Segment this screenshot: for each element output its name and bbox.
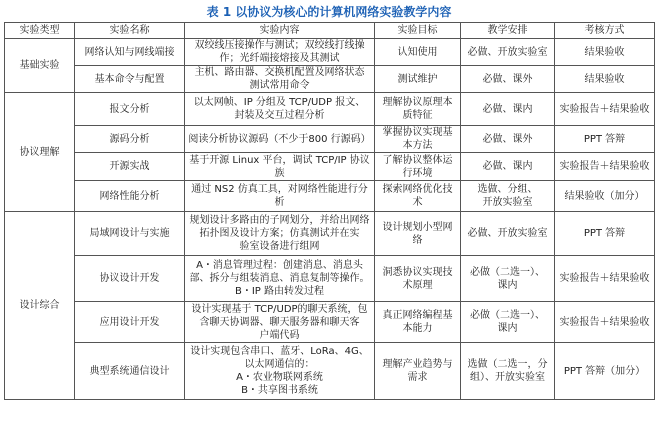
cell-line: 含聊天协调器、聊天服务器和聊天客 xyxy=(199,316,360,328)
cell-line: 术 xyxy=(412,197,423,208)
cell-line: PPT 答辩 xyxy=(583,133,626,145)
cell-line: 阅读分析协议源码（不少于800 行源码） xyxy=(188,133,371,145)
table-row xyxy=(5,302,655,343)
cell-line: PPT 答辩（加分） xyxy=(563,365,646,377)
cell-line: 封装及交互过程分析 xyxy=(234,110,325,121)
cell-line: 结果验收 xyxy=(584,73,625,85)
cell-name: 局域网设计与实施 xyxy=(75,212,185,256)
cell-goal xyxy=(375,153,461,181)
cell-name: 基本命令与配置 xyxy=(75,66,185,93)
cell-line: 必做、开放实验室 xyxy=(467,46,548,58)
cell-arrange xyxy=(461,153,555,181)
cell-line: A・消息管理过程：创建消息、消息头 xyxy=(196,260,363,271)
cell-name: 协议设计开发 xyxy=(75,256,185,302)
cell-content xyxy=(185,126,375,153)
cell-arrange xyxy=(461,212,555,256)
header-name: 实验名称 xyxy=(75,23,185,39)
cell-arrange xyxy=(461,93,555,126)
cell-line: 本方法 xyxy=(402,140,433,151)
cell-goal xyxy=(375,181,461,212)
cell-line: 设计实现包含串口、蓝牙、LoRa、4G、 xyxy=(190,346,369,357)
cell-arrange xyxy=(461,256,555,302)
cell-goal xyxy=(375,39,461,66)
cell-line: 双绞线压接操作与测试；双绞线打线操 xyxy=(194,40,365,51)
cell-content xyxy=(185,181,375,212)
cell-assess xyxy=(555,66,655,93)
cell-line: PPT 答辩 xyxy=(583,228,626,239)
cell-line: 掌握协议实现基 xyxy=(382,127,453,138)
cell-line: 选做（二选一，分 xyxy=(467,359,548,370)
cell-line: 必做（二选一）、 xyxy=(470,266,545,278)
table-row xyxy=(5,153,655,181)
cell-line: 必做、课内 xyxy=(482,103,533,115)
cell-line: 洞悉协议实现技 xyxy=(382,266,453,278)
cell-line: 实验报告＋结果验收 xyxy=(559,103,650,115)
cell-line: 需求 xyxy=(407,372,428,383)
cell-type: 设计综合 xyxy=(5,212,75,400)
cell-assess xyxy=(555,256,655,302)
cell-line: 基于开源 Linux 平台，调试 TCP/IP 协议 xyxy=(189,154,370,166)
cell-line: 拓扑图及设计方案；仿真测试并在实 xyxy=(199,228,360,239)
cell-line: 组）、开放实验室 xyxy=(470,372,545,383)
cell-line: 规划设计多路由的子网划分，并给出网络 xyxy=(189,215,370,226)
cell-type: 协议理解 xyxy=(5,93,75,212)
table-row xyxy=(5,66,655,93)
cell-name: 报文分析 xyxy=(75,93,185,126)
cell-line: 通过 NS2 仿真工具，对网络性能进行分 xyxy=(191,184,368,195)
cell-arrange xyxy=(461,302,555,343)
cell-arrange xyxy=(461,343,555,400)
cell-line: 必做、课外 xyxy=(482,73,533,85)
cell-line: 结果验收 xyxy=(584,46,625,58)
cell-line: B・共享图书系统 xyxy=(241,385,318,396)
cell-assess xyxy=(555,343,655,400)
cell-line: 必做（二选一）、 xyxy=(470,310,545,321)
header-type: 实验类型 xyxy=(5,23,75,39)
cell-assess xyxy=(555,212,655,256)
table-row xyxy=(5,93,655,126)
cell-line: A・农业物联网系统 xyxy=(236,372,323,383)
cell-line: B・IP 路由转发过程 xyxy=(234,286,325,297)
cell-assess xyxy=(555,153,655,181)
cell-type: 基础实验 xyxy=(5,39,75,93)
cell-line: 设计实现基于 TCP/UDP的聊天系统，包 xyxy=(191,303,368,315)
cell-line: 选做、分组、 xyxy=(477,184,538,195)
table-row xyxy=(5,256,655,302)
cell-content xyxy=(185,256,375,302)
cell-content xyxy=(185,153,375,181)
cell-line: 测试维护 xyxy=(397,73,438,85)
cell-goal xyxy=(375,256,461,302)
cell-line: 以太网通信的： xyxy=(244,359,315,370)
cell-line: 必做、课内 xyxy=(482,161,533,172)
table-row xyxy=(5,212,655,256)
cell-assess xyxy=(555,126,655,153)
cell-line: 质特征 xyxy=(402,110,433,121)
cell-line: 开放实验室 xyxy=(482,197,533,208)
cell-line: 户端代码 xyxy=(259,329,300,341)
cell-line: 行环境 xyxy=(402,167,433,179)
cell-line: 族 xyxy=(274,167,285,179)
cell-name: 典型系统通信设计 xyxy=(75,343,185,400)
cell-name: 应用设计开发 xyxy=(75,302,185,343)
cell-name: 开源实战 xyxy=(75,153,185,181)
header-row xyxy=(5,23,655,39)
cell-content xyxy=(185,66,375,93)
cell-name: 网络认知与网线端接 xyxy=(75,39,185,66)
cell-line: 测试常用命令 xyxy=(249,80,310,91)
cell-arrange xyxy=(461,126,555,153)
experiment-table xyxy=(4,22,655,400)
cell-arrange xyxy=(461,39,555,66)
cell-line: 验室设备进行组网 xyxy=(239,241,320,252)
cell-line: 必做、课外 xyxy=(482,133,533,145)
cell-line: 析 xyxy=(274,197,285,208)
cell-goal xyxy=(375,126,461,153)
cell-line: 以太网帧、IP 分组及 TCP/UDP 报文、 xyxy=(193,97,366,108)
cell-line: 了解协议整体运 xyxy=(382,154,453,166)
cell-name: 源码分析 xyxy=(75,126,185,153)
cell-assess xyxy=(555,181,655,212)
cell-line: 必做、开放实验室 xyxy=(467,228,548,239)
cell-goal xyxy=(375,93,461,126)
header-goal: 实验目标 xyxy=(375,23,461,39)
cell-goal xyxy=(375,66,461,93)
cell-line: 课内 xyxy=(497,279,518,291)
cell-content xyxy=(185,302,375,343)
cell-line: 认知使用 xyxy=(397,46,438,58)
header-content: 实验内容 xyxy=(185,23,375,39)
cell-content xyxy=(185,39,375,66)
cell-assess xyxy=(555,93,655,126)
cell-arrange xyxy=(461,66,555,93)
cell-line: 本能力 xyxy=(402,323,433,334)
cell-line: 术原理 xyxy=(402,279,433,291)
cell-content xyxy=(185,93,375,126)
header-arrange: 教学安排 xyxy=(461,23,555,39)
cell-line: 理解协议原理本 xyxy=(382,97,453,108)
cell-assess xyxy=(555,302,655,343)
table-row xyxy=(5,39,655,66)
cell-name: 网络性能分析 xyxy=(75,181,185,212)
cell-goal xyxy=(375,343,461,400)
cell-line: 结果验收（加分） xyxy=(564,190,645,202)
table-body xyxy=(5,39,655,400)
cell-goal xyxy=(375,212,461,256)
table-title: 表 1 以协议为核心的计算机网络实验教学内容 xyxy=(206,5,452,19)
cell-goal xyxy=(375,302,461,343)
cell-line: 实验报告＋结果验收 xyxy=(559,273,650,284)
cell-line: 实验报告＋结果验收 xyxy=(559,161,650,172)
cell-line: 真正网络编程基 xyxy=(382,310,453,321)
table-row xyxy=(5,126,655,153)
cell-line: 络 xyxy=(412,234,423,246)
cell-assess xyxy=(555,39,655,66)
cell-line: 部、拆分与组装消息、消息复制等操作。 xyxy=(189,273,370,284)
cell-line: 主机、路由器、交换机配置及网络状态 xyxy=(194,67,365,78)
cell-line: 实验报告＋结果验收 xyxy=(559,316,650,328)
cell-line: 理解产业趋势与 xyxy=(382,359,453,370)
cell-content xyxy=(185,343,375,400)
cell-line: 作；光纤端接熔接及其测试 xyxy=(219,53,340,64)
cell-line: 探索网络优化技 xyxy=(382,184,453,195)
table-row xyxy=(5,343,655,400)
cell-arrange xyxy=(461,181,555,212)
cell-line: 设计规划小型网 xyxy=(382,221,453,233)
header-assess: 考核方式 xyxy=(555,23,655,39)
cell-line: 课内 xyxy=(497,323,518,334)
cell-content xyxy=(185,212,375,256)
table-row xyxy=(5,181,655,212)
